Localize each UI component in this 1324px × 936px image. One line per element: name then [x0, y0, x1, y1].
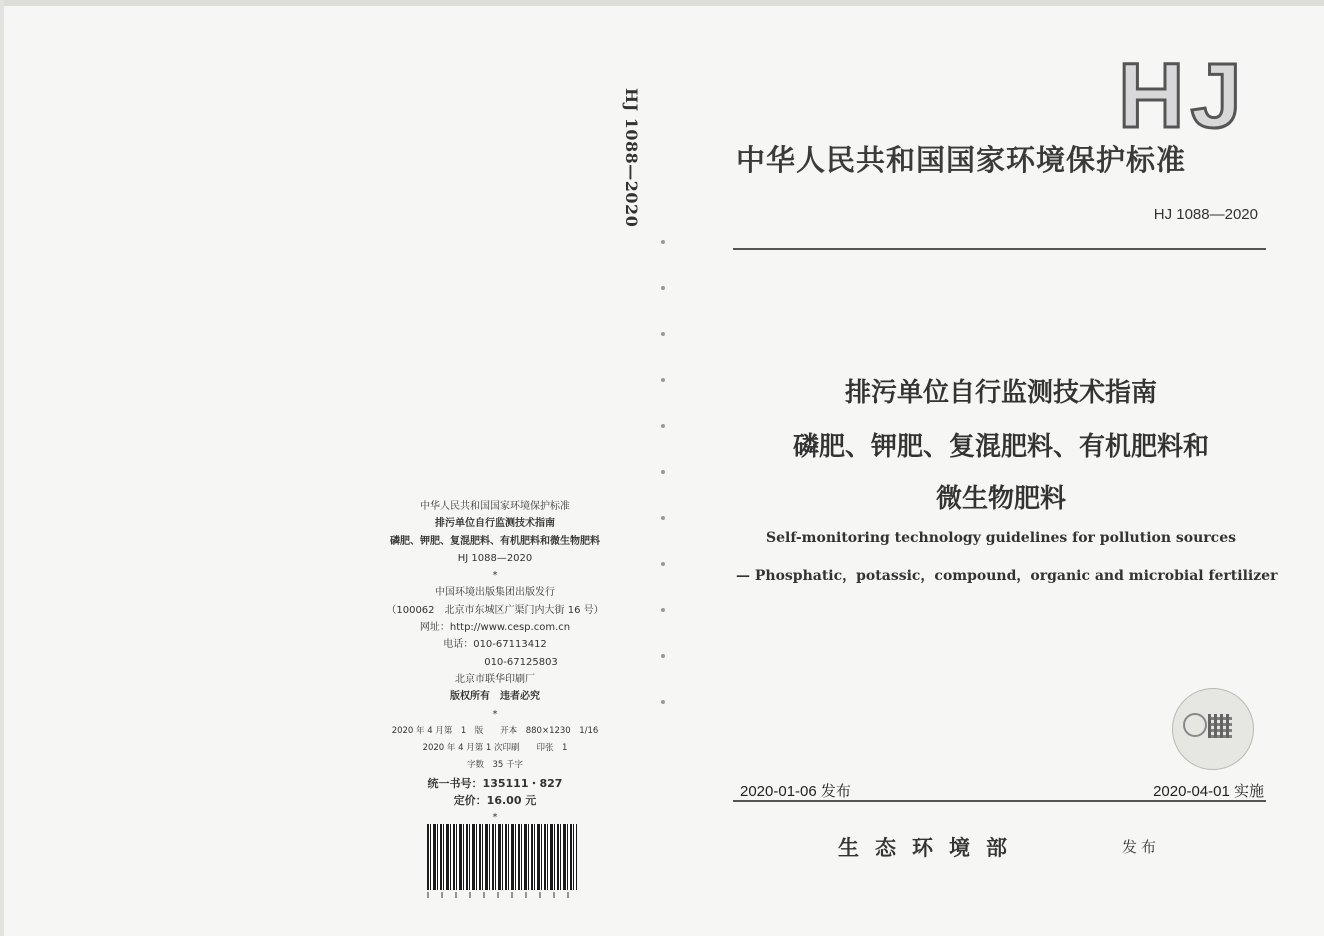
imprint-line: 字数 35 千字 [466, 760, 524, 771]
org-title: 中华人民共和国国家环境保护标准 [736, 143, 1187, 177]
publisher-suffix: 发布 [1122, 838, 1161, 856]
imprint-line: 版权所有 违者必究 [450, 691, 540, 703]
title-en-line-2: — Phosphatic，potassic，compound，organic and microbial fertilizer [736, 568, 1278, 584]
imprint-line: 磷肥、钾肥、复混肥料、有机肥料和微生物肥料 [390, 535, 600, 547]
title-cn-line-1: 排污单位自行监测技术指南 [844, 378, 1157, 408]
imprint-line: 网址：http://www.cesp.com.cn [419, 622, 571, 634]
implementation-date: 2020-04-01 实施 [1153, 783, 1264, 800]
imprint-line: HJ 1088—2020 [457, 552, 533, 564]
scan-edge-top [0, 0, 1324, 6]
imprint-block [350, 498, 640, 827]
imprint-line: 010-67125803 [484, 656, 558, 668]
hj-logo: HJ [1118, 45, 1248, 147]
imprint-separator: * [492, 570, 498, 582]
imprint-separator: * [492, 812, 498, 824]
spine-standard-code: HJ 1088—2020 [622, 88, 641, 228]
imprint-line: 排污单位自行监测技术指南 [435, 518, 555, 530]
barcode [427, 824, 577, 890]
issue-date: 2020-01-06 发布 [740, 783, 851, 800]
imprint-line: （100062 北京市东城区广渠门内大街 16 号） [386, 604, 604, 616]
qr-code-icon [1208, 714, 1232, 738]
spine-staple-marks [661, 240, 667, 720]
imprint-separator: * [492, 708, 498, 720]
title-cn-line-2: 磷肥、钾肥、复混肥料、有机肥料和 [792, 432, 1209, 462]
imprint-line: 统一书号：135111・827 [427, 776, 563, 790]
standard-number: HJ 1088—2020 [1153, 206, 1258, 223]
top-rule [733, 248, 1266, 250]
title-en-line-1: Self-monitoring technology guidelines for pollution sources [766, 530, 1236, 546]
imprint-line: 北京市联华印刷厂 [455, 673, 535, 685]
imprint-line: 中华人民共和国国家环境保护标准 [420, 501, 570, 512]
scan-edge-left [0, 0, 4, 936]
publisher: 生态环境部 [838, 835, 1023, 860]
imprint-line: 2020 年 4 月第 1 次印刷 印张 1 [422, 743, 568, 754]
imprint-line: 2020 年 4 月第 1 版 开本 880×1230 1/16 [391, 725, 599, 736]
bottom-rule [733, 800, 1266, 802]
imprint-line: 中国环境出版集团出版发行 [435, 587, 555, 599]
imprint-line: 电话：010-67113412 [443, 639, 547, 651]
seal-emblem-icon [1183, 713, 1207, 737]
title-cn-line-3: 微生物肥料 [935, 484, 1066, 514]
barcode-digits [427, 892, 577, 898]
imprint-price: 定价：16.00 元 [453, 794, 537, 808]
